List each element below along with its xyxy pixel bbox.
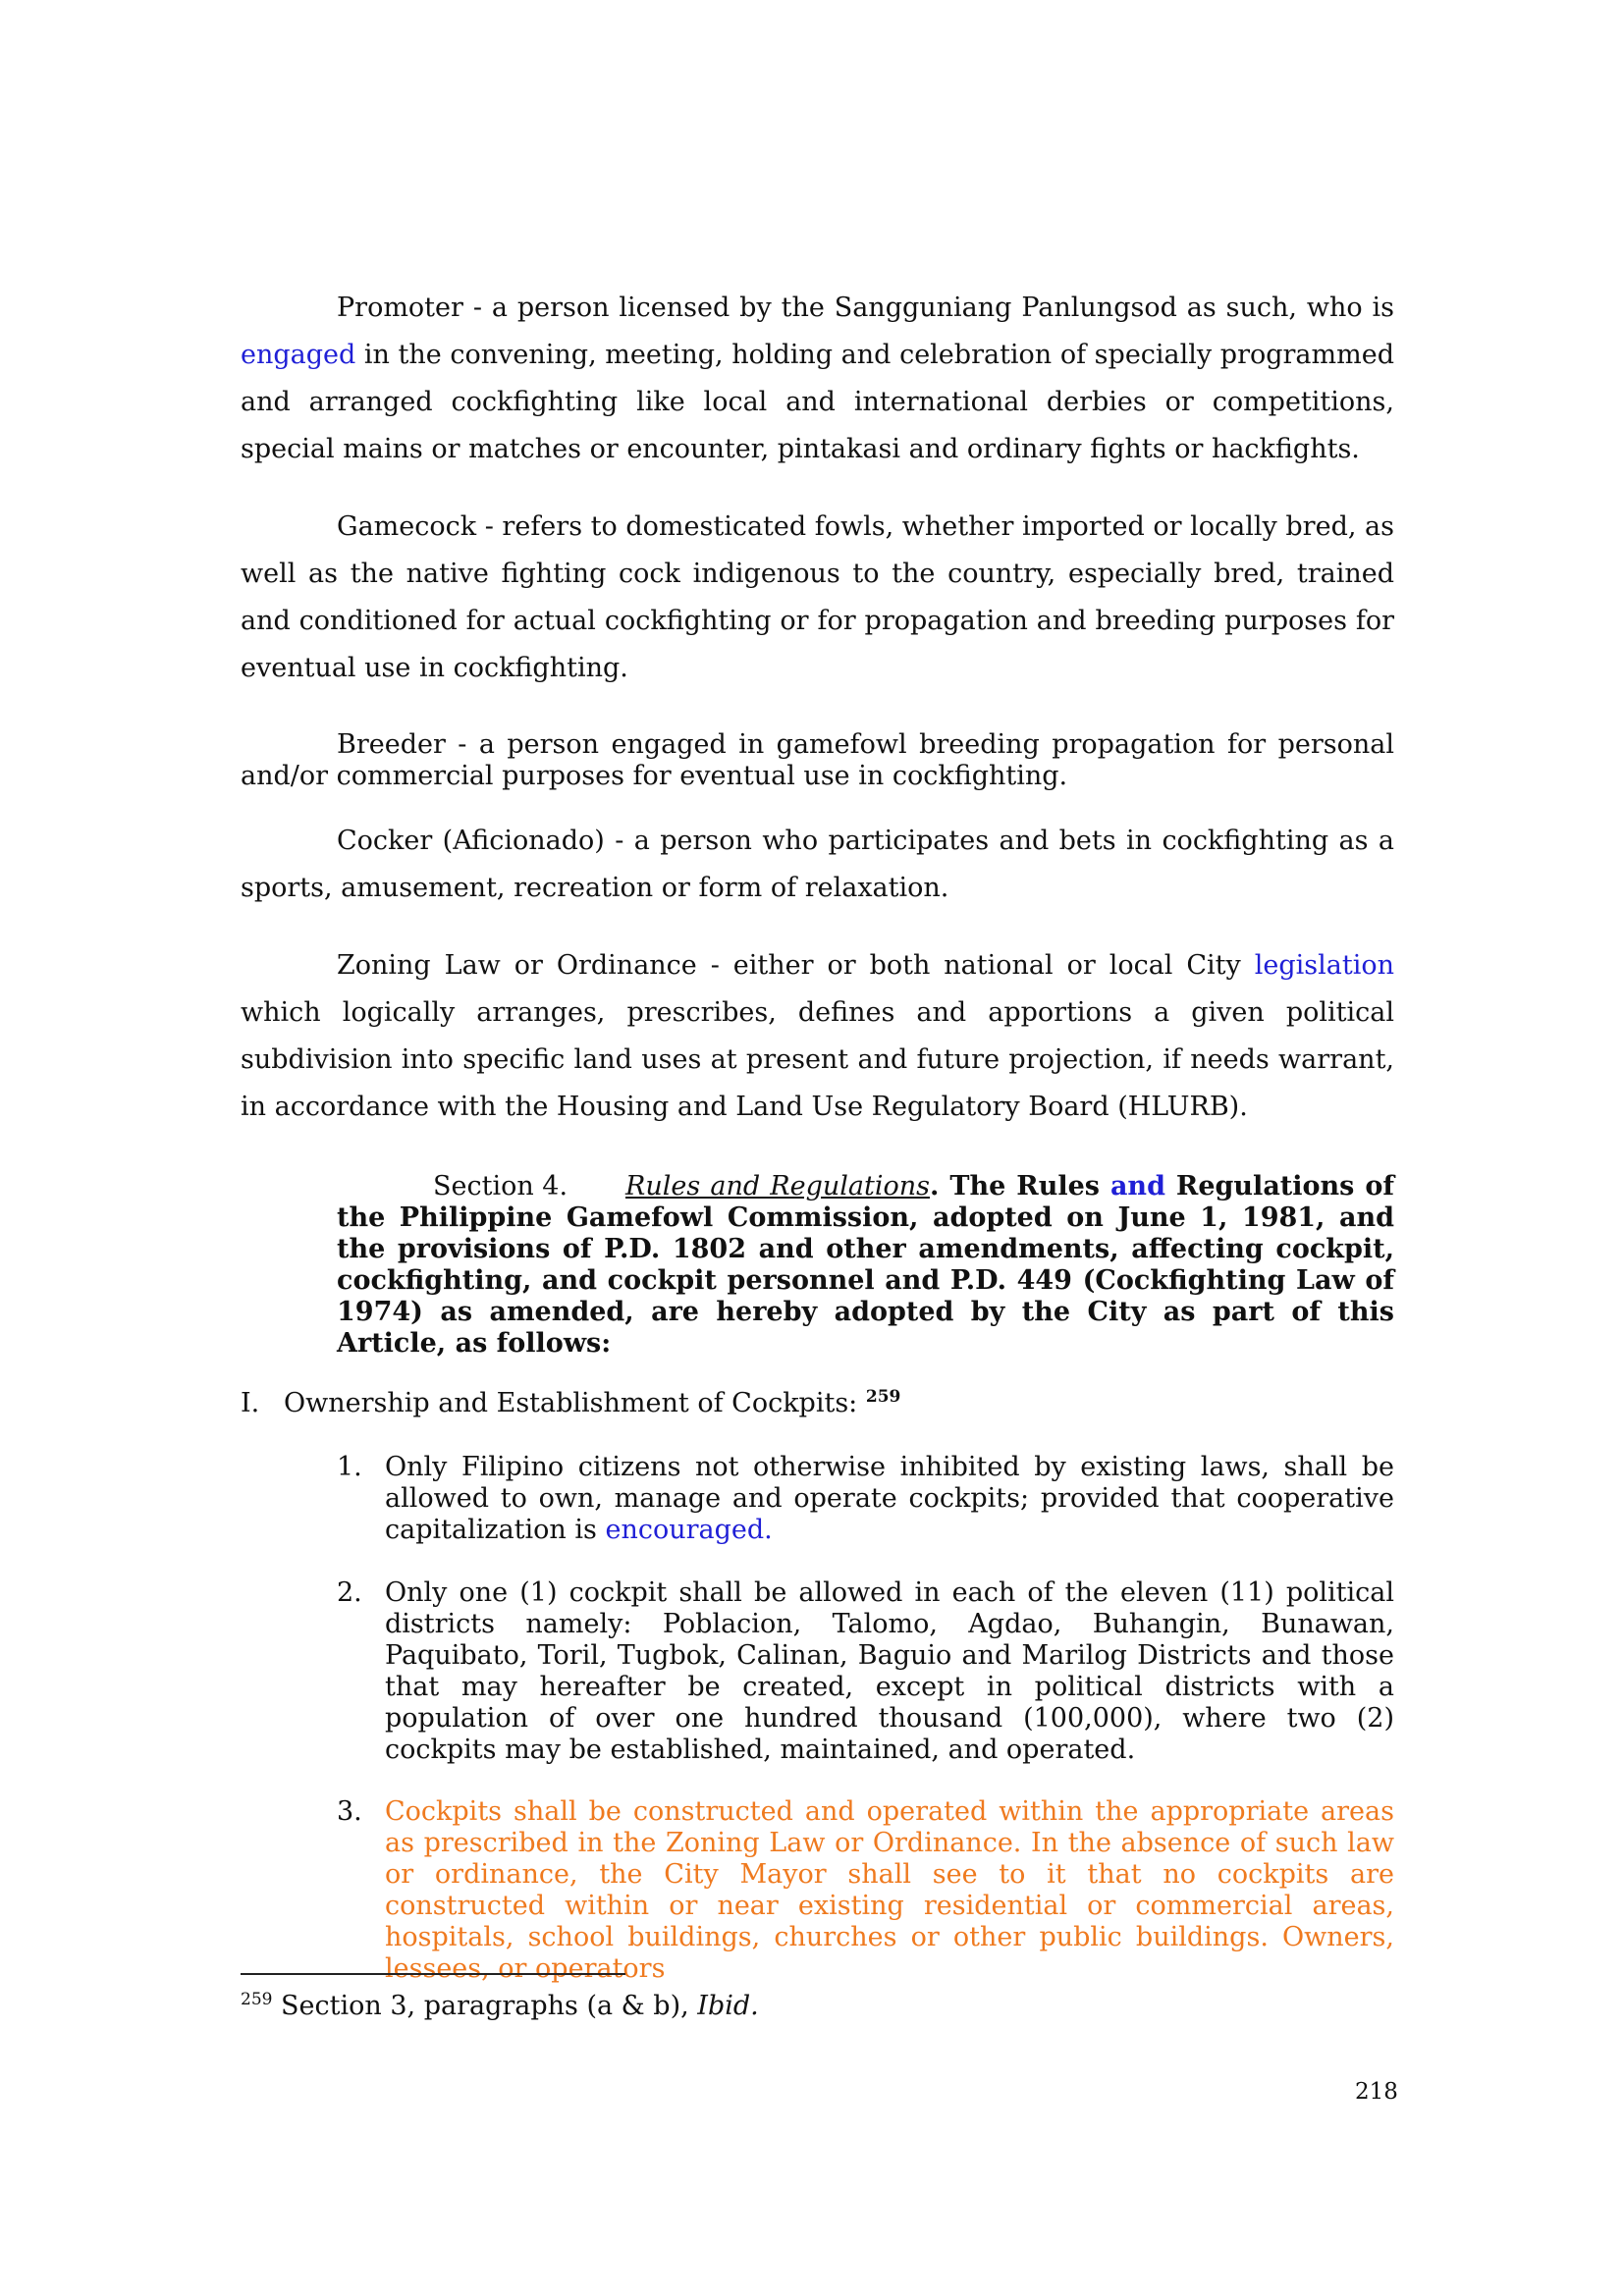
section-title: Rules and Regulations	[625, 1171, 930, 1201]
zoning-text-1: Zoning Law or Ordinance - either or both national or local City	[337, 950, 1255, 981]
section-body-highlight: and	[1109, 1171, 1165, 1201]
list-item	[337, 1796, 1394, 1985]
zoning-highlight: legislation	[1254, 950, 1394, 981]
section-body-a: The Rules	[939, 1171, 1110, 1201]
list-item	[337, 1452, 1394, 1546]
section-4	[337, 1171, 1394, 1360]
definition-promoter	[241, 285, 1394, 473]
footnote-number: 259	[241, 1990, 273, 2009]
footnote-separator	[241, 1973, 625, 1975]
definition-gamecock: Gamecock - refers to domesticated fowls, whether imported or locally bred, as well as the native fighting cock indigenous to the country, especially bred, trained and conditioned for actual cockfighting or for propagation and breeding purposes for eventual use in cockfighting.	[241, 511, 1394, 683]
definition-zoning	[241, 942, 1394, 1131]
footnote-text: Section 3, paragraphs (a & b),	[272, 1991, 698, 2021]
footnote-ibid: Ibid.	[697, 1991, 759, 2021]
list-item-number: 2.	[337, 1577, 362, 1608]
page-number: 218	[1355, 2079, 1398, 2105]
list-item-text-main: Only Filipino citizens not otherwise inhibited by existing laws, shall be allowed to own, manage and operate cockpits; provided that cooperative capitalization is	[385, 1452, 1394, 1545]
list-item-text: Only one (1) cockpit shall be allowed in each of the eleven (11) political districts namely: Poblacion, Talomo, Agdao, Buhangin, Bunawan, Paquibato, Toril, Tugbok, Calinan, Baguio and Marilog Districts and those that may hereafter be created, except in political districts with a population of over one hundred thousand (100,000), where two (2) cockpits may be established, maintained, and operated.	[385, 1577, 1394, 1765]
footnote-reference: 259	[865, 1387, 901, 1407]
promoter-highlight: engaged	[241, 340, 356, 370]
promoter-text-1: Promoter - a person licensed by the Sangguniang Panlungsod as such, who is	[337, 293, 1394, 323]
list-item-number: 3.	[337, 1796, 362, 1827]
ownership-heading-numeral: I.	[241, 1388, 260, 1418]
zoning-text-2: which logically arranges, prescribes, defines and apportions a given political subdivision into specific land uses at present and future projection, if needs warrant, in accordance with the Housing and Land Use Regulatory Board (HLURB).	[241, 997, 1394, 1122]
definition-breeder: Breeder - a person engaged in gamefowl breeding propagation for personal and/or commercial purposes for eventual use in cockfighting.	[241, 729, 1394, 791]
list-item-text: Cockpits shall be constructed and operated within the appropriate areas as prescribed in the Zoning Law or Ordinance. In the absence of such law or ordinance, the City Mayor shall see to it that no cockpits are constructed within or near existing residential or commercial areas, hospitals, school buildings, churches or other public buildings. Owners, lessees, or operators	[385, 1796, 1394, 1984]
ownership-heading	[241, 1386, 900, 1421]
section-body-b: Regulations of the Philippine Gamefowl Commission, adopted on June 1, 1981, and the provisions of P.D. 1802 and other amendments, affecting cockpit, cockfighting, and cockpit personnel and P.D. 449 (Cockfighting Law of 1974) as amended, are hereby adopted by the City as part of this Article, as follows:	[337, 1171, 1394, 1359]
footnote	[241, 1989, 759, 2024]
list-item-number: 1.	[337, 1452, 362, 1482]
list-item-text	[385, 1452, 1394, 1546]
promoter-text-2: in the convening, meeting, holding and celebration of specially programmed and arranged cockfighting like local and international derbies or competitions, special mains or matches or encounter, pintakasi and ordinary fights or hackfights.	[241, 340, 1394, 464]
ownership-heading-text: Ownership and Establishment of Cockpits:	[284, 1388, 866, 1418]
list-item	[337, 1577, 1394, 1766]
section-number: Section 4.	[433, 1171, 568, 1201]
definition-cocker: Cocker (Aficionado) - a person who participates and bets in cockfighting as a sports, amusement, recreation or form of relaxation.	[241, 826, 1394, 903]
section-4-body	[337, 1171, 1394, 1360]
list-item-highlight: encouraged.	[605, 1515, 773, 1545]
section-title-period: .	[929, 1171, 940, 1201]
